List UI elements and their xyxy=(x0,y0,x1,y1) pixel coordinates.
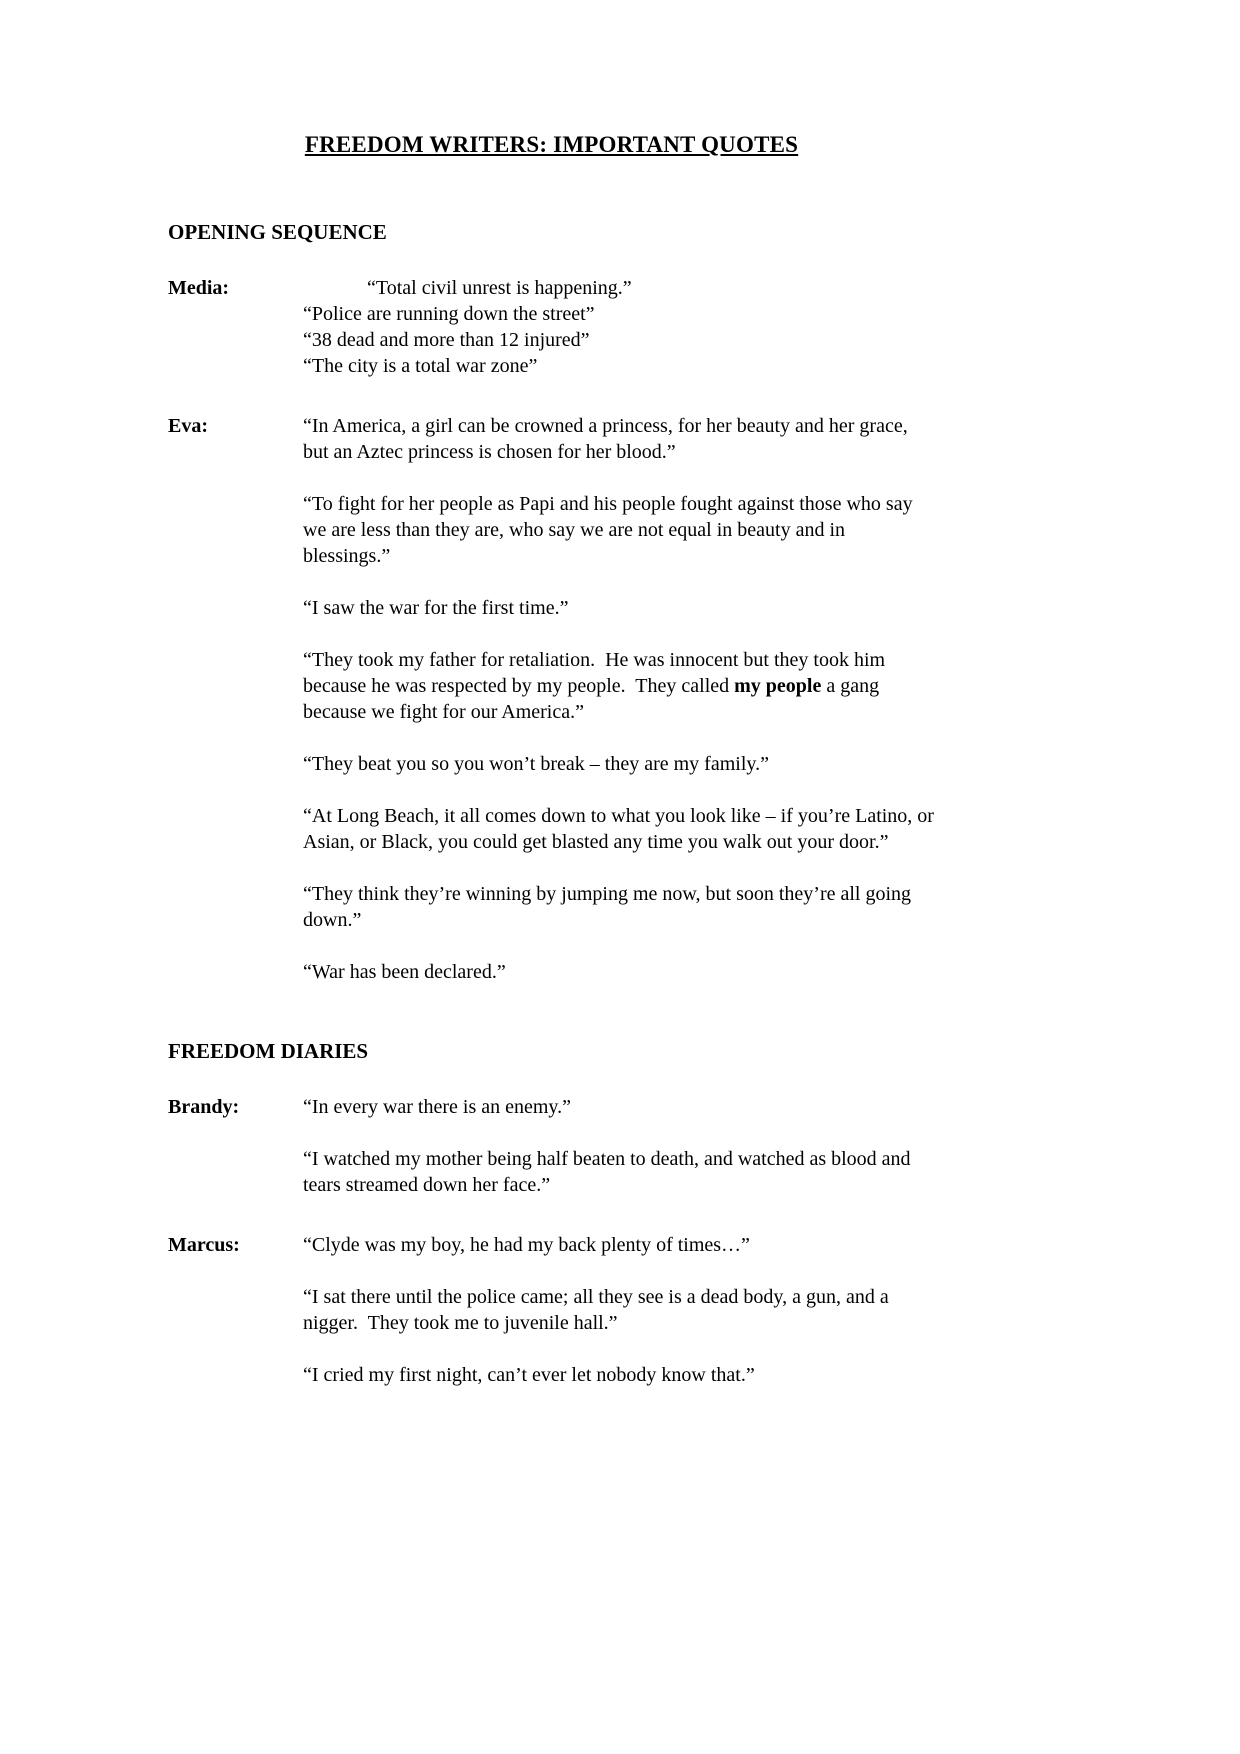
quote-text: “Clyde was my boy, he had my back plenty of times…” xyxy=(303,1234,750,1256)
quote-line xyxy=(303,881,935,933)
quote-line xyxy=(303,959,935,985)
quote-text: “In every war there is an enemy.” xyxy=(303,1096,572,1118)
quote-block xyxy=(303,803,938,855)
quote-text: “War has been declared.” xyxy=(303,961,506,983)
quote-text: “I watched my mother being half beaten to death, and watched as blood and tears streamed down her face.” xyxy=(303,1148,916,1196)
quote-text: “Total civil unrest is happening.” xyxy=(367,277,632,299)
section xyxy=(168,1039,935,1414)
quote-entry xyxy=(168,1232,935,1414)
quote-block xyxy=(303,491,935,569)
quote-text: “I sat there until the police came; all they see is a dead body, a gun, and a nigger. They took me to juvenile hall.” xyxy=(303,1286,894,1334)
quote-text: “They think they’re winning by jumping me now, but soon they’re all going down.” xyxy=(303,883,917,931)
quote-block xyxy=(303,413,935,465)
quote-column xyxy=(303,413,938,1011)
speaker-label: Brandy: xyxy=(168,1096,240,1118)
quote-line xyxy=(303,353,935,379)
quote-line xyxy=(303,751,935,777)
quote-entry xyxy=(168,1094,935,1224)
speaker-label: Media: xyxy=(168,277,230,299)
quote-text: “I saw the war for the first time.” xyxy=(303,597,569,619)
speaker-label: Eva: xyxy=(168,415,208,437)
quote-text: “I cried my first night, can’t ever let nobody know that.” xyxy=(303,1364,755,1386)
quote-line xyxy=(303,1094,935,1120)
quote-block xyxy=(303,647,935,725)
document-body xyxy=(168,220,938,1414)
quote-line xyxy=(303,327,935,353)
quote-text: “38 dead and more than 12 injured” xyxy=(303,329,590,351)
speaker-label: Marcus: xyxy=(168,1234,240,1256)
quote-line xyxy=(303,1232,935,1258)
quote-text: “Police are running down the street” xyxy=(303,303,595,325)
quote-text: “To fight for her people as Papi and his people fought against those who say we are less than they are, who say we are not equal in beauty and in blessings.” xyxy=(303,493,918,567)
quote-line xyxy=(303,491,935,569)
quote-block xyxy=(303,595,935,621)
quote-block xyxy=(303,275,935,379)
quote-block xyxy=(303,1284,935,1336)
quote-text: a gang because we fight for our America.” xyxy=(303,675,885,723)
quote-line xyxy=(303,301,935,327)
quote-entry xyxy=(168,413,938,1011)
quote-text: “They beat you so you won’t break – they are my family.” xyxy=(303,753,769,775)
quote-line xyxy=(303,1362,935,1388)
section-heading: FREEDOM DIARIES xyxy=(168,1039,369,1063)
quote-block xyxy=(303,881,935,933)
quote-column xyxy=(303,1094,935,1224)
quote-line xyxy=(303,803,938,855)
quote-column xyxy=(303,275,935,405)
quote-block xyxy=(303,1362,935,1388)
quote-line xyxy=(303,413,935,465)
page-title: FREEDOM WRITERS: IMPORTANT QUOTES xyxy=(304,132,799,157)
quote-block xyxy=(303,1094,935,1120)
quote-text: “They took my father for retaliation. He was innocent but they took him because he was respected by my people. They called xyxy=(303,649,891,697)
quote-block xyxy=(303,1146,935,1198)
quote-column xyxy=(303,1232,935,1414)
quote-text: “In America, a girl can be crowned a princess, for her beauty and her grace, but an Aztec princess is chosen for her blood.” xyxy=(303,415,913,463)
section xyxy=(168,220,938,1011)
quote-line xyxy=(303,1146,935,1198)
quote-line xyxy=(303,1284,935,1336)
quote-block xyxy=(303,959,935,985)
quote-line xyxy=(303,647,935,725)
section-heading: OPENING SEQUENCE xyxy=(168,220,387,244)
quote-text-bold: my people xyxy=(734,675,822,697)
quote-block xyxy=(303,751,935,777)
quote-text: “The city is a total war zone” xyxy=(303,355,538,377)
quote-entry xyxy=(168,275,935,405)
quote-line xyxy=(303,275,935,301)
quote-block xyxy=(303,1232,935,1258)
quote-line xyxy=(303,595,935,621)
quote-text: “At Long Beach, it all comes down to what you look like – if you’re Latino, or Asian, or Black, you could get blasted any time you walk out your door.” xyxy=(303,805,938,853)
